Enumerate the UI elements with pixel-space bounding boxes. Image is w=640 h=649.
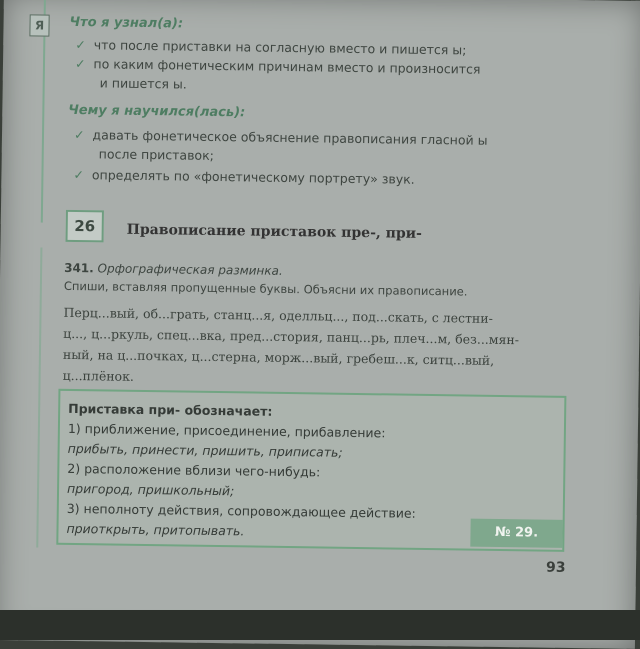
rule-line: 3) неполноту действия, сопровождающее действие:: [66, 500, 416, 521]
checkmark-icon: ✓: [74, 55, 86, 72]
rule-heading: Приставка при- обозначает:: [68, 400, 273, 419]
exercise-text-line: ц..., ц...ркуль, спец...вка, пред...стория, панц...рь, плеч...м, без...мян-: [63, 325, 520, 348]
exercise-text-line: ный, на ц...почках, ц...стерна, морж...вый, гребеш...к, ситц...вый,: [62, 346, 495, 368]
margin-rule-lower: [36, 248, 42, 548]
skills-heading: Чему я научился(лась):: [68, 102, 246, 121]
exercise-name: Орфографическая разминка.: [97, 261, 283, 278]
rule-example: приоткрыть, притопывать.: [66, 520, 245, 539]
learned-item: ✓ что после приставки на согласную вместо и пишется ы;: [75, 37, 467, 58]
rule-example: пригород, пришкольный;: [66, 480, 235, 499]
skills-item-cont: после приставок;: [98, 146, 215, 163]
checkmark-icon: ✓: [73, 166, 85, 183]
checkmark-icon: ✓: [73, 126, 85, 143]
self-check-icon: Я: [29, 14, 49, 36]
rule-example: прибыть, принести, пришить, приписать;: [67, 440, 343, 460]
exercise-number: 341.: [64, 260, 94, 276]
rule-line: 2) расположение вблизи чего-нибудь:: [67, 460, 321, 480]
section-title: Правописание приставок пре-, при-: [126, 221, 423, 242]
learned-item: ✓ по каким фонетическим причинам вместо и произносится: [74, 55, 481, 77]
section-number: 26: [66, 210, 104, 243]
reference-badge: № 29.: [470, 519, 562, 548]
exercise-text-line: ц...плёнок.: [62, 367, 135, 384]
learned-item-cont: и пишется ы.: [99, 75, 187, 92]
learned-heading: Что я узнал(а):: [69, 14, 184, 32]
exercise-instruction: Спиши, вставляя пропущенные буквы. Объясни их правописание.: [63, 278, 468, 299]
skills-item: ✓ давать фонетическое объяснение правописания гласной ы: [73, 126, 488, 148]
rule-line: 1) приближение, присоединение, прибавление:: [67, 420, 386, 441]
skills-item: ✓ определять по «фонетическому портрету» звук.: [73, 166, 415, 187]
checkmark-icon: ✓: [75, 37, 86, 53]
exercise-text-line: Перц...вый, об...грать, станц...я, оделльц..., под...скать, с лестни-: [63, 304, 493, 326]
book-edge-shadow: [0, 610, 640, 640]
page-number: 93: [545, 559, 566, 576]
exercise-header: [64, 261, 283, 278]
